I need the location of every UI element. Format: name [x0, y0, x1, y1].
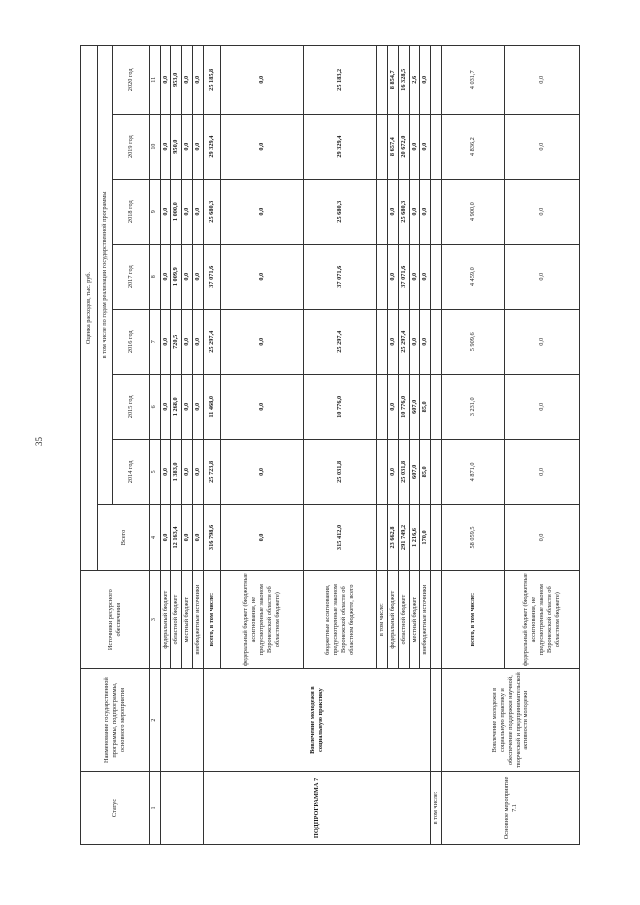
year-value-cell: 0,0 — [505, 309, 580, 374]
column-number: 11 — [150, 46, 161, 115]
empty-cell — [431, 669, 442, 772]
year-value-cell: 10 776,0 — [303, 374, 376, 439]
header-year: 2014 год — [113, 439, 150, 504]
year-value-cell: 0,0 — [160, 439, 171, 504]
empty-cell — [376, 374, 387, 439]
year-value-cell: 0,0 — [409, 114, 420, 179]
empty-cell — [376, 46, 387, 115]
empty-cell — [431, 179, 442, 244]
year-value-cell: 720,5 — [171, 309, 182, 374]
year-value-cell: 25 680,3 — [303, 179, 376, 244]
total-cell: 0,0 — [220, 504, 303, 570]
year-value-cell: 2,6 — [409, 46, 420, 115]
year-value-cell: 1 000,0 — [171, 179, 182, 244]
year-value-cell: 0,0 — [505, 46, 580, 115]
source-cell: федеральный бюджет — [387, 571, 398, 669]
header-total: Всего — [98, 504, 150, 570]
year-value-cell: 25 297,4 — [203, 309, 220, 374]
column-number: 9 — [150, 179, 161, 244]
total-cell: 1 216,6 — [409, 504, 420, 570]
subprogram-status: ПОДПРОГРАММА 7 — [203, 771, 430, 844]
empty-cell — [431, 439, 442, 504]
year-value-cell: 4 031,7 — [442, 46, 505, 115]
source-cell: в том числе: — [376, 571, 387, 669]
budget-table — [80, 45, 580, 845]
column-number: 10 — [150, 114, 161, 179]
empty-cell — [431, 244, 442, 309]
budget-table-body — [81, 46, 580, 845]
year-value-cell: 0,0 — [160, 244, 171, 309]
header-year: 2018 год — [113, 179, 150, 244]
source-cell: федеральный бюджет (бюджетные ассигнования, не предусмотренные законом Воронежской области об областном бюджете) — [505, 571, 580, 669]
year-value-cell: 0,0 — [193, 114, 204, 179]
year-value-cell: 0,0 — [220, 114, 303, 179]
year-value-cell: 25 031,8 — [398, 439, 409, 504]
year-value-cell: 4 871,0 — [442, 439, 505, 504]
year-value-cell: 0,0 — [160, 309, 171, 374]
year-value-cell: 0,0 — [387, 309, 398, 374]
year-value-cell: 25 185,8 — [203, 46, 220, 115]
source-cell: областной бюджет — [171, 571, 182, 669]
header-name: Наименование государственной программы, подпрограммы, основного мероприятия — [81, 669, 150, 772]
year-value-cell: 11 468,0 — [203, 374, 220, 439]
column-number: 1 — [150, 771, 161, 844]
year-value-cell: 0,0 — [182, 309, 193, 374]
empty-cell — [431, 46, 442, 115]
year-value-cell: 607,0 — [409, 374, 420, 439]
year-value-cell: 0,0 — [505, 114, 580, 179]
table-row — [203, 46, 220, 845]
year-value-cell: 0,0 — [505, 374, 580, 439]
year-value-cell: 0,0 — [220, 309, 303, 374]
year-value-cell: 8 657,4 — [387, 114, 398, 179]
year-value-cell: 85,0 — [420, 439, 431, 504]
total-cell: 0,0 — [182, 504, 193, 570]
year-value-cell: 0,0 — [220, 244, 303, 309]
year-value-cell: 953,0 — [171, 46, 182, 115]
year-value-cell: 25 297,4 — [303, 309, 376, 374]
year-value-cell: 0,0 — [420, 46, 431, 115]
year-value-cell: 950,0 — [171, 114, 182, 179]
total-cell: 58 059,5 — [442, 504, 505, 570]
column-number: 2 — [150, 669, 161, 772]
year-value-cell: 29 329,4 — [303, 114, 376, 179]
year-value-cell: 0,0 — [182, 244, 193, 309]
column-numbers-row — [150, 46, 161, 845]
year-value-cell: 4 836,2 — [442, 114, 505, 179]
year-value-cell: 85,0 — [420, 374, 431, 439]
year-value-cell: 0,0 — [409, 179, 420, 244]
year-value-cell: 0,0 — [220, 439, 303, 504]
total-cell: 170,0 — [420, 504, 431, 570]
total-cell: 23 662,8 — [387, 504, 398, 570]
column-number: 4 — [150, 504, 161, 570]
year-value-cell: 3 231,0 — [442, 374, 505, 439]
year-value-cell: 4 459,0 — [442, 244, 505, 309]
year-value-cell: 0,0 — [420, 114, 431, 179]
year-value-cell: 0,0 — [193, 374, 204, 439]
column-number: 6 — [150, 374, 161, 439]
column-number: 5 — [150, 439, 161, 504]
year-value-cell: 0,0 — [193, 309, 204, 374]
year-value-cell: 0,0 — [387, 244, 398, 309]
total-cell: 0,0 — [193, 504, 204, 570]
year-value-cell: 0,0 — [182, 46, 193, 115]
name-cell — [160, 669, 203, 772]
header-year: 2015 год — [113, 374, 150, 439]
subprogram-name: Вовлечение молодежи в социальную практику — [203, 669, 430, 772]
year-value-cell: 0,0 — [420, 179, 431, 244]
year-value-cell: 0,0 — [193, 46, 204, 115]
year-value-cell: 607,0 — [409, 439, 420, 504]
source-cell: федеральный бюджет — [160, 571, 171, 669]
source-cell: внебюджетные источники — [193, 571, 204, 669]
year-value-cell: 0,0 — [505, 179, 580, 244]
year-value-cell: 1 009,9 — [171, 244, 182, 309]
empty-cell — [376, 439, 387, 504]
source-cell: бюджетные ассигнования, предусмотренные законом Воронежской области об областном бюджете, всего — [303, 571, 376, 669]
year-value-cell: 25 680,3 — [203, 179, 220, 244]
total-cell: 316 798,6 — [203, 504, 220, 570]
incl-label: в том числе: — [431, 771, 442, 844]
year-value-cell: 0,0 — [409, 309, 420, 374]
header-by-years: в том числе по годам реализации государственной программы — [98, 46, 113, 505]
empty-cell — [376, 114, 387, 179]
source-cell: местный бюджет — [182, 571, 193, 669]
header-year: 2020 год — [113, 46, 150, 115]
year-value-cell: 1 383,0 — [171, 439, 182, 504]
year-value-cell: 20 672,0 — [398, 114, 409, 179]
year-value-cell: 0,0 — [387, 179, 398, 244]
source-cell: местный бюджет — [409, 571, 420, 669]
header-year: 2016 год — [113, 309, 150, 374]
year-value-cell: 1 268,0 — [171, 374, 182, 439]
total-cell: 291 749,2 — [398, 504, 409, 570]
source-cell: федеральный бюджет (бюджетные ассигнования, не предусмотренные законом Воронежской области об областном бюджете) — [220, 571, 303, 669]
year-value-cell: 8 854,7 — [387, 46, 398, 115]
source-cell: всего, в том числе: — [203, 571, 220, 669]
total-cell: 0,0 — [160, 504, 171, 570]
column-number: 7 — [150, 309, 161, 374]
year-value-cell: 25 183,2 — [303, 46, 376, 115]
year-value-cell: 29 329,4 — [203, 114, 220, 179]
year-value-cell: 0,0 — [182, 439, 193, 504]
year-value-cell: 0,0 — [420, 309, 431, 374]
year-value-cell: 0,0 — [193, 439, 204, 504]
table-row — [431, 46, 442, 845]
empty-cell — [376, 244, 387, 309]
year-value-cell: 0,0 — [505, 439, 580, 504]
column-number: 3 — [150, 571, 161, 669]
year-value-cell: 0,0 — [193, 179, 204, 244]
total-cell: 315 412,0 — [303, 504, 376, 570]
year-value-cell: 0,0 — [220, 46, 303, 115]
year-value-cell: 0,0 — [420, 244, 431, 309]
total-cell: 12 163,4 — [171, 504, 182, 570]
table-row — [442, 46, 505, 845]
header-source: Источники ресурсного обеспечения — [81, 571, 150, 669]
year-value-cell: 0,0 — [160, 46, 171, 115]
source-cell: областной бюджет — [398, 571, 409, 669]
event-status: Основное мероприятие 7.1 — [442, 771, 580, 844]
header-row-1 — [81, 46, 98, 845]
header-costs: Оценка расходов, тыс. руб. — [81, 46, 98, 571]
page-number: 35 — [34, 437, 44, 446]
empty-cell — [431, 114, 442, 179]
year-value-cell: 0,0 — [387, 439, 398, 504]
source-cell: всего, в том числе: — [442, 571, 505, 669]
year-value-cell: 0,0 — [409, 244, 420, 309]
year-value-cell: 5 909,6 — [442, 309, 505, 374]
year-value-cell: 37 071,6 — [303, 244, 376, 309]
rotated-table-frame — [80, 45, 580, 845]
header-year: 2017 год — [113, 244, 150, 309]
year-value-cell: 0,0 — [193, 244, 204, 309]
year-value-cell: 37 071,6 — [203, 244, 220, 309]
year-value-cell: 0,0 — [505, 244, 580, 309]
empty-cell — [431, 374, 442, 439]
year-value-cell: 0,0 — [160, 114, 171, 179]
column-number: 8 — [150, 244, 161, 309]
year-value-cell: 0,0 — [160, 179, 171, 244]
status-cell — [160, 771, 203, 844]
year-value-cell: 37 071,6 — [398, 244, 409, 309]
header-status: Статус — [81, 771, 150, 844]
table-row — [160, 46, 171, 845]
year-value-cell: 0,0 — [160, 374, 171, 439]
year-value-cell: 25 723,8 — [203, 439, 220, 504]
year-value-cell: 16 328,5 — [398, 46, 409, 115]
empty-cell — [431, 309, 442, 374]
year-value-cell: 25 297,4 — [398, 309, 409, 374]
year-value-cell: 25 680,3 — [398, 179, 409, 244]
year-value-cell: 0,0 — [182, 374, 193, 439]
empty-cell — [376, 504, 387, 570]
empty-cell — [431, 504, 442, 570]
year-value-cell: 0,0 — [182, 179, 193, 244]
year-value-cell: 10 776,0 — [398, 374, 409, 439]
empty-cell — [431, 571, 442, 669]
event-name: Вовлечение молодежи в социальную практику и обеспечение поддержки научной, творческой и предпринимательской активности молодежи — [442, 669, 580, 772]
year-value-cell: 25 031,8 — [303, 439, 376, 504]
total-cell: 0,0 — [505, 504, 580, 570]
empty-cell — [376, 179, 387, 244]
year-value-cell: 4 900,0 — [442, 179, 505, 244]
empty-cell — [376, 309, 387, 374]
year-value-cell: 0,0 — [182, 114, 193, 179]
year-value-cell: 0,0 — [387, 374, 398, 439]
year-value-cell: 0,0 — [220, 374, 303, 439]
source-cell: внебюджетные источники — [420, 571, 431, 669]
year-value-cell: 0,0 — [220, 179, 303, 244]
header-year: 2019 год — [113, 114, 150, 179]
